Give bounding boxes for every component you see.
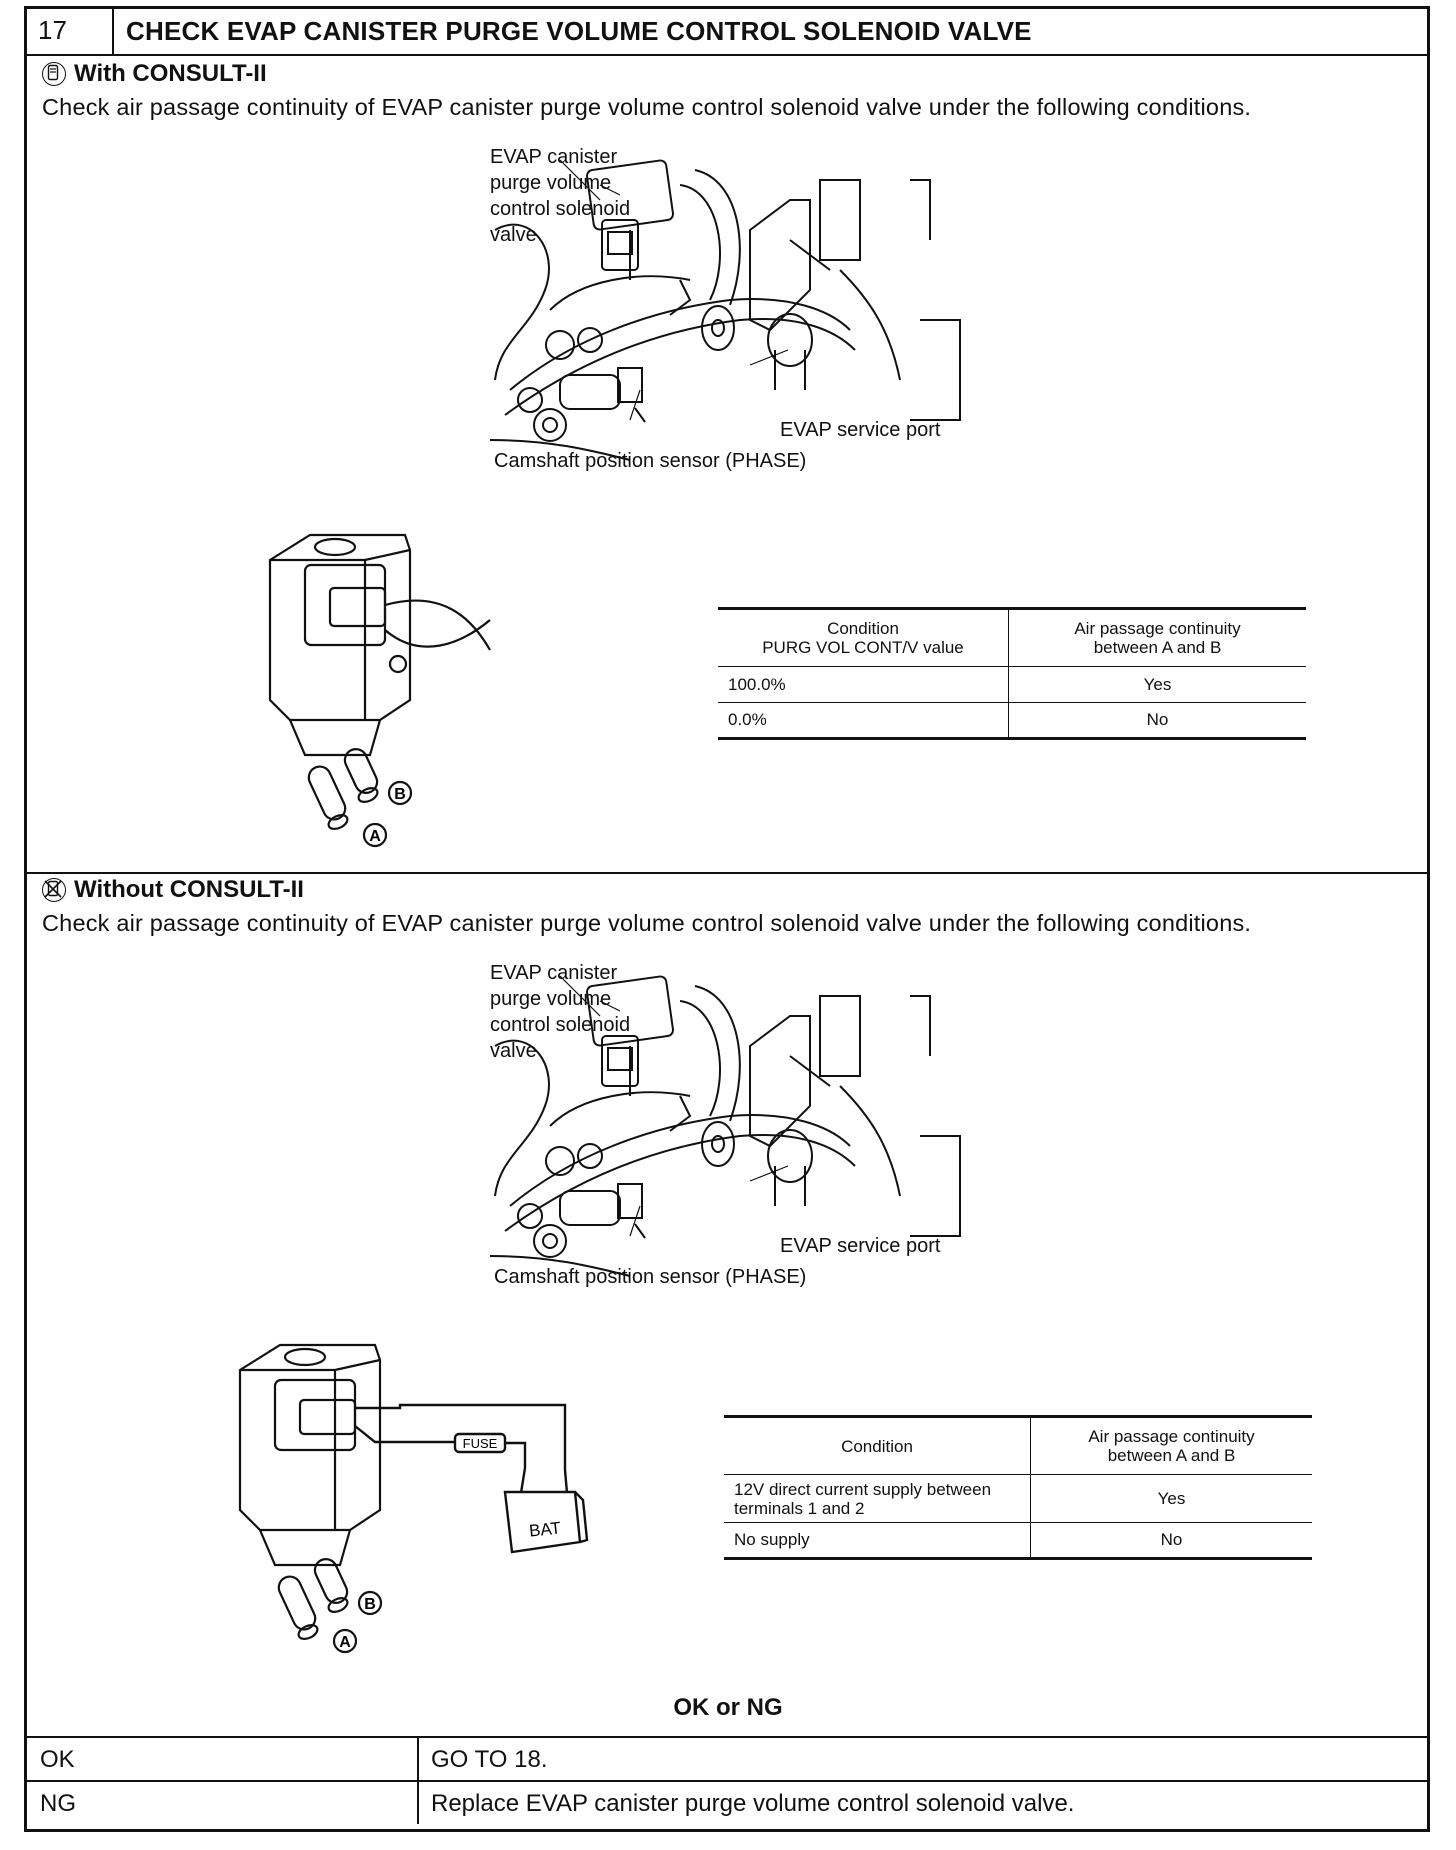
valve-label-2: EVAP canister purge volume control solenoid valve (490, 962, 631, 1062)
table2-row2-result: No (1031, 1523, 1313, 1559)
section-divider (24, 872, 1430, 874)
fuse-label: FUSE (462, 1436, 498, 1451)
solenoid-valve-illustration-1 (250, 520, 500, 850)
solenoid-battery-illustration (225, 1330, 605, 1660)
with-consult-heading (42, 60, 267, 88)
result-ok-key: OK (40, 1746, 75, 1773)
result-row-ok (24, 1736, 1430, 1780)
table1-row1-result: Yes (1009, 667, 1307, 703)
service-port-label-1: EVAP service port (780, 419, 941, 441)
camshaft-label-1: Camshaft position sensor (PHASE) (494, 450, 807, 472)
result-title: OK or NG (673, 1694, 783, 1721)
with-consult-heading-text: With CONSULT-II (74, 60, 267, 87)
table2-row1-condition: 12V direct current supply between terminals 1 and 2 (724, 1475, 1031, 1523)
result-row-ng (24, 1780, 1430, 1824)
table2-col1-header: Condition (724, 1417, 1031, 1475)
battery-label: BAT (528, 1518, 562, 1541)
port-b-label-2: B (364, 1596, 376, 1613)
without-consult-instruction: Check air passage continuity of EVAP canister purge volume control solenoid valve under the following conditions. (42, 910, 1252, 936)
result-ok-value: GO TO 18. (417, 1738, 548, 1780)
no-consult-icon (42, 878, 66, 902)
table1-col2-header: Air passage continuity between A and B (1009, 609, 1307, 667)
with-consult-instruction: Check air passage continuity of EVAP canister purge volume control solenoid valve under the following conditions. (42, 94, 1252, 120)
table2-col2-header: Air passage continuity between A and B (1031, 1417, 1313, 1475)
port-a-label-1: A (369, 828, 381, 845)
table2-row1-result: Yes (1031, 1475, 1313, 1523)
port-b-label-1: B (394, 786, 406, 803)
result-ng-value: Replace EVAP canister purge volume control solenoid valve. (417, 1782, 1074, 1824)
table2-row2-condition: No supply (724, 1523, 1031, 1559)
without-consult-heading (42, 876, 304, 904)
port-a-label-2: A (339, 1634, 351, 1651)
table1-row1-condition: 100.0% (718, 667, 1009, 703)
condition-table-no-consult (724, 1415, 1312, 1560)
valve-label-1: EVAP canister purge volume control solenoid valve (490, 146, 631, 246)
condition-table-consult (718, 607, 1306, 740)
step-title: CHECK EVAP CANISTER PURGE VOLUME CONTROL SOLENOID VALVE (126, 16, 1032, 46)
result-ng-key: NG (40, 1790, 76, 1817)
step-header (24, 6, 1430, 56)
table1-col1-header: Condition PURG VOL CONT/V value (718, 609, 1009, 667)
camshaft-label-2: Camshaft position sensor (PHASE) (494, 1266, 807, 1288)
service-port-label-2: EVAP service port (780, 1235, 941, 1257)
consult-icon (42, 62, 66, 86)
table1-row2-result: No (1009, 703, 1307, 739)
without-consult-heading-text: Without CONSULT-II (74, 876, 304, 903)
step-number: 17 (24, 6, 114, 54)
table1-row2-condition: 0.0% (718, 703, 1009, 739)
